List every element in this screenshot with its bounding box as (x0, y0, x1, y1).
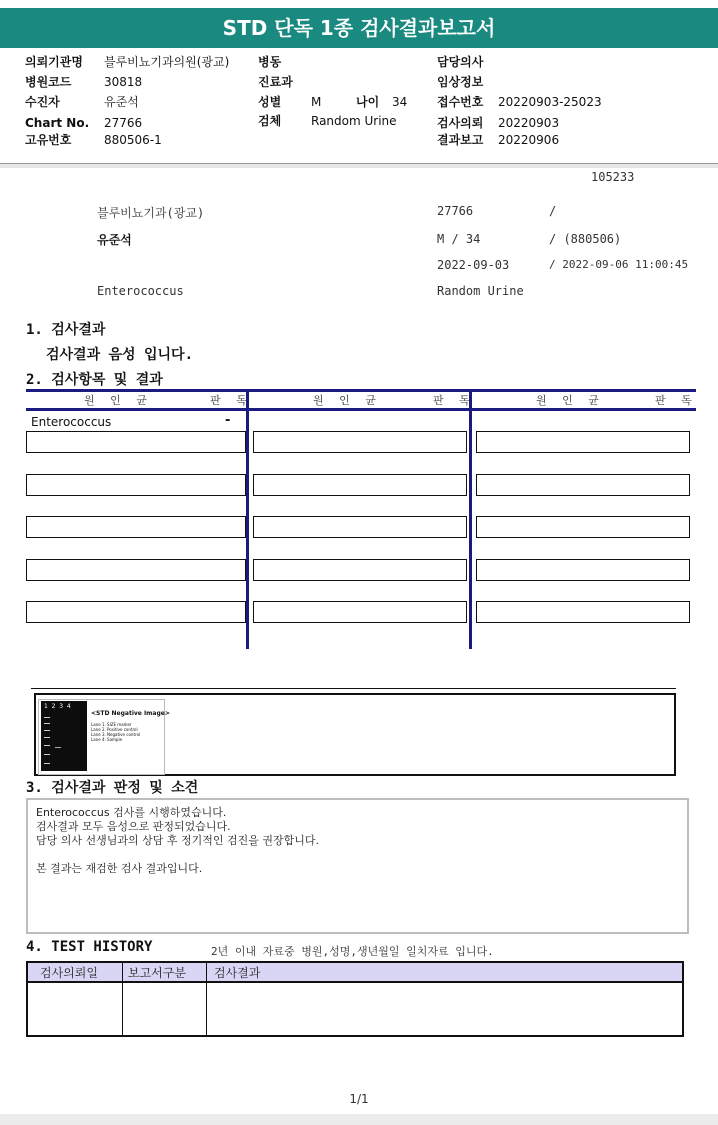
result-value: 20220906 (498, 133, 560, 147)
result-label: 결과보고 (437, 133, 484, 147)
col-pathogen-header: 원 인 균 (313, 394, 382, 407)
image-top-rule (31, 688, 676, 689)
result-cell (253, 431, 467, 453)
result-cell (253, 474, 467, 496)
specimen-label: 검체 (258, 114, 282, 128)
history-header-rule (28, 981, 682, 983)
chart-value: 27766 (104, 116, 143, 130)
receipt-label: 접수번호 (437, 95, 484, 109)
result-cell (253, 601, 467, 623)
sex-label: 성별 (258, 95, 282, 109)
gel-image-frame (34, 693, 676, 776)
result-cell (476, 474, 690, 496)
gel-lane-numbers: 1 2 3 4 (44, 703, 71, 710)
label-report-datetime: / 2022-09-06 11:00:45 (549, 258, 689, 271)
label-organism: Enterococcus (97, 284, 184, 298)
label-hospital: 블루비뇨기과(광교) (97, 206, 205, 220)
result-cell (253, 559, 467, 581)
gel-band (55, 747, 61, 748)
report-title: STD 단독 1종 검사결과보고서 (0, 8, 718, 48)
result-cell (26, 601, 246, 623)
label-chart: 27766 (437, 204, 474, 218)
footer-band (0, 1114, 718, 1125)
request-label: 검사의뢰 (437, 116, 484, 130)
age-value: 34 (392, 95, 408, 109)
result-cell (26, 516, 246, 538)
label-block (0, 168, 718, 303)
patient-info-header (0, 53, 718, 153)
col-judgement-header: 판 독 (210, 394, 253, 407)
result-cell (26, 431, 246, 453)
label-request-date: 2022-09-03 (437, 258, 510, 272)
gel-photo (41, 701, 87, 771)
section3-title: 3. 검사결과 판정 및 소견 (26, 780, 199, 796)
page-number: 1/1 (349, 1092, 369, 1106)
unique-value: 880506-1 (104, 133, 162, 147)
section1-title: 1. 검사결과 (26, 322, 106, 338)
history-col-divider (122, 963, 123, 1035)
section1-summary: 검사결과 음성 입니다. (46, 347, 194, 363)
grid-divider-1 (246, 389, 249, 649)
history-table (26, 961, 684, 1037)
col-judgement-header: 판 독 (433, 394, 476, 407)
doctor-label: 담당의사 (437, 55, 484, 69)
result-cell (476, 516, 690, 538)
gel-band (44, 745, 50, 746)
age-label: 나이 (356, 95, 380, 109)
specimen-value: Random Urine (311, 114, 397, 128)
label-number: 105233 (591, 170, 635, 184)
result-cell (253, 516, 467, 538)
result-cell (476, 559, 690, 581)
result-grid (0, 389, 718, 651)
label-birth: / (880506) (549, 232, 622, 246)
hospital-value: 블루비뇨기과의원(광교) (104, 55, 230, 69)
gel-legend-item: Lane 1. SIZE marker (91, 722, 132, 727)
result-pathogen: Enterococcus (31, 415, 112, 429)
label-slash: / (549, 204, 557, 218)
grid-divider-2 (469, 389, 472, 649)
grid-header-rule (26, 408, 696, 411)
col-pathogen-header: 원 인 균 (84, 394, 153, 407)
sex-value: M (311, 95, 322, 109)
gel-band (44, 737, 50, 738)
gel-band (44, 723, 50, 724)
history-col-divider (206, 963, 207, 1035)
result-cell (26, 474, 246, 496)
request-value: 20220903 (498, 116, 560, 130)
clinical-label: 임상정보 (437, 75, 484, 89)
history-col-result: 검사결과 (214, 966, 261, 980)
gel-band (44, 763, 50, 764)
gel-band (44, 717, 50, 718)
receipt-value: 20220903-25023 (498, 95, 602, 109)
code-value: 30818 (104, 75, 143, 89)
label-specimen: Random Urine (437, 284, 524, 298)
gel-band (44, 754, 50, 755)
gel-image (38, 699, 170, 775)
history-header-row (28, 963, 682, 981)
ward-label: 병동 (258, 55, 282, 69)
result-cell (26, 559, 246, 581)
gel-band (44, 730, 50, 731)
history-note: 2년 이내 자료중 병원,성명,생년월일 일치자료 입니다. (211, 945, 494, 958)
section2-title: 2. 검사항목 및 결과 (26, 372, 163, 388)
dept-label: 진료과 (258, 75, 293, 89)
chart-label: Chart No. (25, 116, 90, 130)
gel-legend-item: Lane 4. Sample (91, 737, 123, 742)
col-pathogen-header: 원 인 균 (536, 394, 605, 407)
result-cell (476, 601, 690, 623)
result-judgement: - (225, 413, 231, 428)
patient-label: 수진자 (25, 95, 60, 109)
section4-title: 4. TEST HISTORY (26, 939, 153, 955)
history-col-type: 보고서구분 (128, 966, 186, 980)
label-name: 유준석 (97, 233, 132, 247)
unique-label: 고유번호 (25, 133, 72, 147)
hospital-label: 의뢰기관명 (25, 55, 83, 69)
patient-value: 유준석 (104, 95, 139, 109)
gel-legend-item: Lane 2. Positive control (91, 727, 138, 732)
code-label: 병원코드 (25, 75, 72, 89)
result-cell (476, 431, 690, 453)
col-judgement-header: 판 독 (655, 394, 698, 407)
gel-legend-item: Lane 3. Negative control (91, 732, 141, 737)
history-col-date: 검사의뢰일 (40, 966, 98, 980)
opinion-box: Enterococcus 검사를 시행하였습니다. 검사결과 모두 음성으로 판정되었습니다. 담당 의사 선생님과의 상담 후 정기적인 검진을 권장합니다. 본 결과는 재검한 검사 결과입니다. (26, 798, 689, 934)
gel-image-title: <STD Negative Image> (91, 710, 170, 717)
label-sex-age: M / 34 (437, 232, 481, 246)
